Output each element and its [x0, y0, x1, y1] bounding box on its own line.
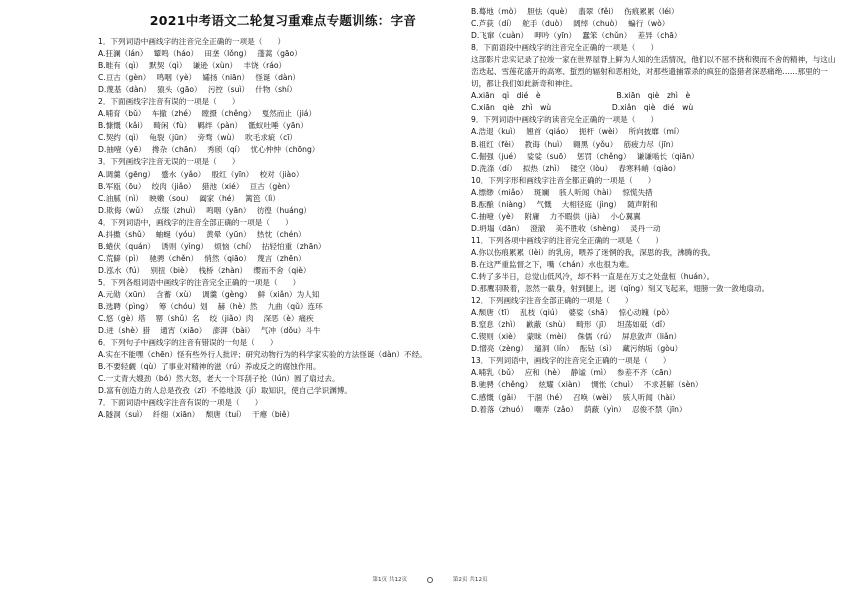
answer-option: A.缥缈（miǎo） 斑斓 骇人听闻（hài） 惊慌失措 — [471, 187, 653, 197]
question-stem: 5．下列各组词语中画线字的注音完全正确的一项是（ ） — [98, 277, 301, 287]
question-stem: 9．下列词语中画线字的读音完全正确的一项是（ ） — [471, 115, 659, 125]
answer-option: C.悠（gè）塔 罂（shǔ）名 绞（jiǎo）肉 深恶（è）痛疾 — [98, 314, 314, 324]
answer-option: A.调羹（gēng） 蹙水（yǎo） 殷红（yīn） 校对（jiào） — [98, 169, 304, 179]
answer-option: B.驰骋（chěng） 炫耀（xiàn） 惆怅（chuì） 不求甚解（sèn） — [471, 380, 703, 390]
answer-option: D.坍塌（dān） 澄澈 美不胜收（shèng） 灵丹一动 — [471, 223, 661, 233]
answer-option: B.军瓯（ōu） 绞肉（jiǎo） 猎池（xié） 亘古（gèn） — [98, 181, 295, 191]
page-footer — [0, 575, 860, 583]
footer-page-left: 第1页 共12页 — [372, 577, 408, 583]
question-stem: 13．下列词语中，画线字的注音完全正确的一项是（ ） — [471, 356, 671, 366]
answer-option: A.哺乳（bǔ） 应和（hè） 静谧（mì） 参差不齐（cān） — [471, 368, 677, 378]
answer-option: B.蜷伏（quán） 诱则（yìng） 烦恼（chí） 拈轻怕重（zhān） — [98, 241, 326, 251]
answer-option: D.蔑基（dàn） 猿头（gāo） 污控（suì） 什物（shí） — [98, 85, 297, 95]
answer-option: D.那鹰羽吸着，忽然一截身，射到腿上，迥（qǐng）刻又飞起来，翅膀一敛一敛地扇动。 — [471, 284, 770, 294]
answer-option: C.倔强（jué） 娑娑（suō） 惩罚（chěng） 谦谦啮长（qiān） — [471, 151, 699, 161]
answer-option: B.选聘（pìng） 筹（chóu）划 赫（hè）然 九曲（qǔ）连环 — [98, 302, 323, 312]
answer-option: A.元勋（xūn） 含蓄（xù） 调羹（gèng） 鲜（xiǎn）为人知 — [98, 289, 320, 299]
answer-option: C.转了多半日，总觉山低风冷，却不料一直是在万丈之处盘桓（huán）。 — [471, 272, 715, 282]
question-stem: 3．下列画线字注音无误的一项是（ ） — [98, 157, 240, 167]
answer-option: C.xiān qiè zhì wù D.xiǎn qiè dié wù — [471, 103, 694, 113]
answer-option: D.迸（shè）猎 通宵（xiāo） 澎湃（bài） 气冲（dǒu）斗牛 — [98, 326, 321, 336]
answer-option: B.慷慨（kǎi） 畸闲（fù） 羁绊（pàn） 骶蚁吐唾（yān） — [98, 121, 308, 131]
answer-option: B.不要轻觑（qù）了事业对精神的滋（rú）养或反之的腐蚀作用。 — [98, 362, 321, 372]
answer-option: C.芦荻（dí） 舵手（duò） 阔绰（chuò） 蝙行（wò） — [471, 19, 670, 29]
answer-option: B.畦有（qì） 默契（qì） 谦逊（xùn） 丰饶（ráo） — [98, 61, 287, 71]
answer-option: A.隧洞（suì） 纤细（xiān） 颓唐（tuí） 干瘪（biě） — [98, 410, 295, 420]
answer-option: D.洗涤（dí） 拟热（zhì） 镂空（lòu） 春寒料峭（qiào） — [471, 163, 681, 173]
answer-option: C.油腻（nì） 映嫩（sou） 阖家（hé） 篱笆（lì） — [98, 193, 280, 203]
answer-option: B.祖红（fèi） 教诲（huì） 翱黑（yǒu） 筋疲力尽（jīn） — [471, 139, 679, 149]
question-stem: 12．下列画线字注音全部正确的一项是（ ） — [471, 296, 633, 306]
answer-option: A.狂澜（lán） 颦鸣（háo） 田垄（lǒng） 蓬蒿（gāo） — [98, 49, 302, 59]
answer-option: D.抽噎（yē） 搀杂（chān） 秀颀（qí） 忧心忡忡（chōng） — [98, 145, 320, 155]
question-stem: 8．下面语段中画线字的注音完全正确的一项是（ ） — [471, 43, 659, 53]
right-column — [471, 6, 843, 416]
answer-option: B.在这严重监督之下，嘴（chán）水也很为难。 — [471, 259, 634, 269]
question-stem: 6．下列句子中画线字的注音有错误的一句是（ ） — [98, 338, 278, 348]
answer-option: A.哺育（bǔ） 车撤（zhé） 瞠摄（chěng） 戛然而止（jiá） — [98, 109, 317, 119]
answer-option: C.锲则（xiè） 蒙昧（mèi） 侏儒（rú） 屏息敛声（liǎn） — [471, 332, 682, 342]
right-question-list — [471, 6, 843, 416]
left-column — [98, 6, 468, 422]
footer-page-right: 第2页 共12页 — [452, 577, 488, 583]
answer-option: A.抖擞（shǔ） 蚰蜒（yóu） 黄晕（yūn） 热忱（chén） — [98, 229, 306, 239]
answer-option: B.酝酿（niàng） 气慨 大相径庭（jìng） 随声附和 — [471, 199, 658, 209]
answer-option: A.实在不能嘿（chēn）怪有些外行人批评；研究动物行为的科学家实验的方法怪诞（dàn）不经。 — [98, 350, 427, 360]
answer-option: D.飞窜（cuàn） 呷吟（yīn） 蠢笨（chǔn） 差异（chā） — [471, 31, 682, 41]
page-title: 2021中考语文二轮复习重难点专题训练：字音 — [149, 13, 417, 28]
answer-option: C.抽噎（yè） 附庸 力不暇供（jià） 小心翼翼 — [471, 211, 641, 221]
answer-option: D.富有创造力的人总是孜孜（zī）不倦地汲（jí）取知识，使自己学识渊博。 — [98, 386, 352, 396]
answer-option: D.欺侮（wǔ） 点缀（zhuì） 鸣咽（yān） 彷徨（huáng） — [98, 205, 311, 215]
question-stem: 11．下列各项中画线字的注音完全正确的一项是（ ） — [471, 235, 663, 245]
answer-option: C.一丈青大嫂劲（bó）然大怒，老大一个耳刮子抡（lún）圆了扇过去。 — [98, 374, 340, 384]
passage-paragraph: 这部影片忠实记录了拉竣一家在世界屋脊上鲜为人知的生活情况，他们以不屈不挠和锲而不舍的精神，与这山峦迭起、雪莲花盛开的高寒、蜇烈的辐射和恶相处，对那些遗捕霏杀的疯狂的盗猎者深恶痛绝……那里的一切，都让我们如此新奇和神往。 — [471, 55, 836, 89]
question-stem: 2．下面画线字注音有误的一项是（ ） — [98, 97, 240, 107]
question-stem: 10．下列字形和画线字注音全都正确的一项是（ ） — [471, 175, 656, 185]
answer-option: A.颓唐（tī） 乱枝（qiú） 婆娑（shā） 惊心动魄（pò） — [471, 308, 674, 318]
answer-option: A.xiān qì dié è B.xiān qiè zhì è — [471, 91, 691, 101]
answer-option: B.窒息（zhì） 歉蔽（shù） 畸形（jī） 坦荡如砥（dǐ） — [471, 320, 670, 330]
question-stem: 1．下列词语中画线字的注音完全正确的一项是（ ） — [98, 37, 286, 46]
answer-option: C.荒僻（pì） 驰骋（chěn） 悄然（qiāo） 蔑言（zhēn） — [98, 253, 306, 263]
page-divider-circle-icon — [427, 577, 433, 583]
answer-option: D.着落（zhuó） 嘲弄（zǎo） 荫蔽（yìn） 忍俊不禁（jīn） — [471, 404, 687, 414]
left-question-list — [98, 36, 468, 422]
answer-option: D.泓水（fú） 别扭（biè） 栈桥（zhàn） 缨而不舍（qiè） — [98, 265, 311, 275]
answer-option: C.亘古（gèn） 鸣咽（yè） 孀扬（niān） 怪诞（dàn） — [98, 73, 300, 83]
answer-option: A.你以伤痕累累（lèi）的乳房，喂养了迷惘的我，深思的我，沸腾的我。 — [471, 247, 716, 257]
answer-option: B.蓦地（mò） 胆怯（què） 翡翠（fěi） 伤痕累累（léi） — [471, 7, 679, 16]
answer-option: C.契约（qì） 龟裂（jūn） 旁骛（wù） 吹毛求疵（cī） — [98, 133, 297, 143]
answer-option: D.憎亮（zèng） 遛洞（lín） 酝钻（sì） 藏污纳垢（gòu） — [471, 344, 683, 354]
answer-option: C.感慨（gǎi） 干涸（hé） 召唤（wèi） 骇人听闻（hài） — [471, 392, 680, 402]
answer-option: A.浩退（kuì） 翘首（qiáo） 扼杆（wèi） 所向披靡（mí） — [471, 127, 684, 137]
question-stem: 4．下列词语中，画线字的注音全部正确的一项是（ ） — [98, 217, 293, 227]
question-stem: 7．下面词语中画线字注音有误的一项是（ ） — [98, 398, 263, 408]
